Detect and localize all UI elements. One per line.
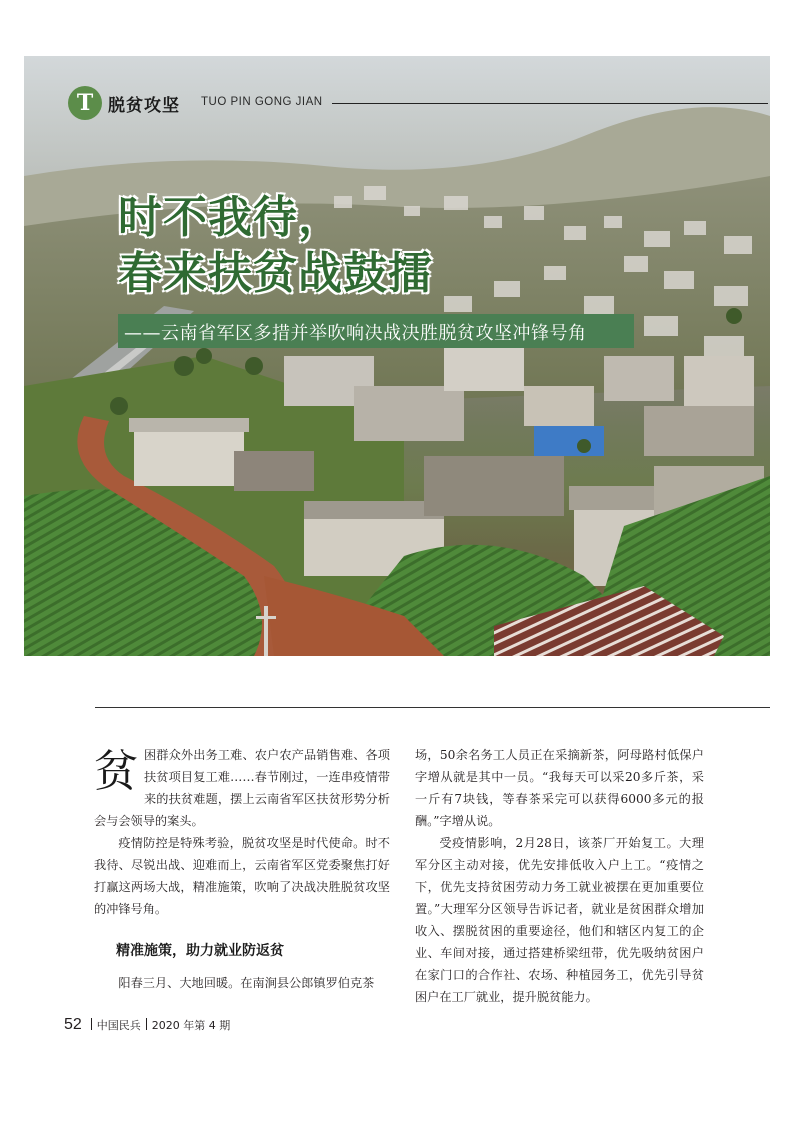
page-footer (64, 1016, 230, 1034)
section-title: 脱贫攻坚 (108, 96, 180, 116)
article-headline (118, 190, 433, 302)
article-divider (95, 707, 770, 708)
section-divider (332, 103, 768, 104)
paragraph-5: 受疫情影响，2月28日，该茶厂开始复工。大理军分区主动对接，优先安排低收入户上工。“疫情之下，优先支持贫困劳动力务工就业被摆在更加重要位置。”大理军分区领导告诉记者，就业是贫困群众增加收入、摆脱贫困的重要途径，他们和辖区内复工的企业、车间对接，通过搭建桥梁纽带，优先吸纳贫困户在家门口的合作社、农场、种植园务工，优先引导贫困户在工厂就业，提升脱贫能力。 (415, 836, 704, 1004)
section-badge-icon: T (68, 86, 102, 120)
headline-line-2: 春来扶贫战鼓擂 (118, 248, 433, 299)
footer-separator (91, 1018, 92, 1030)
text-column-right (415, 744, 704, 1008)
paragraph-3: 阳春三月、大地回暖。在南涧县公郎镇罗伯克茶 (118, 976, 375, 990)
section-title-pinyin: TUO PIN GONG JIAN (201, 96, 323, 108)
hero-photo (24, 56, 770, 656)
section-subheading: 精准施策，助力就业防返贫 (116, 943, 284, 959)
paragraph-2: 疫情防控是特殊考验，脱贫攻坚是时代使命。时不我待、尽锐出战、迎难而上，云南省军区党委聚焦打好打赢这两场大战，精准施策，吹响了决战决胜脱贫攻坚的冲锋号角。 (94, 836, 390, 916)
text-column-left (94, 744, 390, 994)
drop-cap: 贫 (94, 746, 138, 797)
paragraph-1-text: 困群众外出务工难、农户农产品销售难、各项扶贫项目复工难……春节刚过，一连串疫情带来的扶贫难题，摆上云南省军区扶贫形势分析会与会领导的案头。 (94, 748, 390, 828)
paragraph-1 (94, 744, 390, 832)
page-number: 52 (64, 1016, 82, 1033)
article-subtitle: ——云南省军区多措并举吹响决战决胜脱贫攻坚冲锋号角 (124, 323, 587, 344)
village-aerial-photo (24, 56, 770, 656)
footer-separator (146, 1018, 147, 1030)
headline-line-1: 时不我待， (118, 192, 343, 243)
paragraph-4: 场，50余名务工人员正在采摘新茶，阿母路村低保户字增从就是其中一员。“我每天可以采20多斤茶，采一斤有7块钱，等春茶采完可以获得6000多元的报酬。”字增从说。 (415, 748, 704, 828)
magazine-name: 中国民兵 (96, 1019, 141, 1032)
issue-label: 2020 年第 4 期 (151, 1019, 231, 1032)
